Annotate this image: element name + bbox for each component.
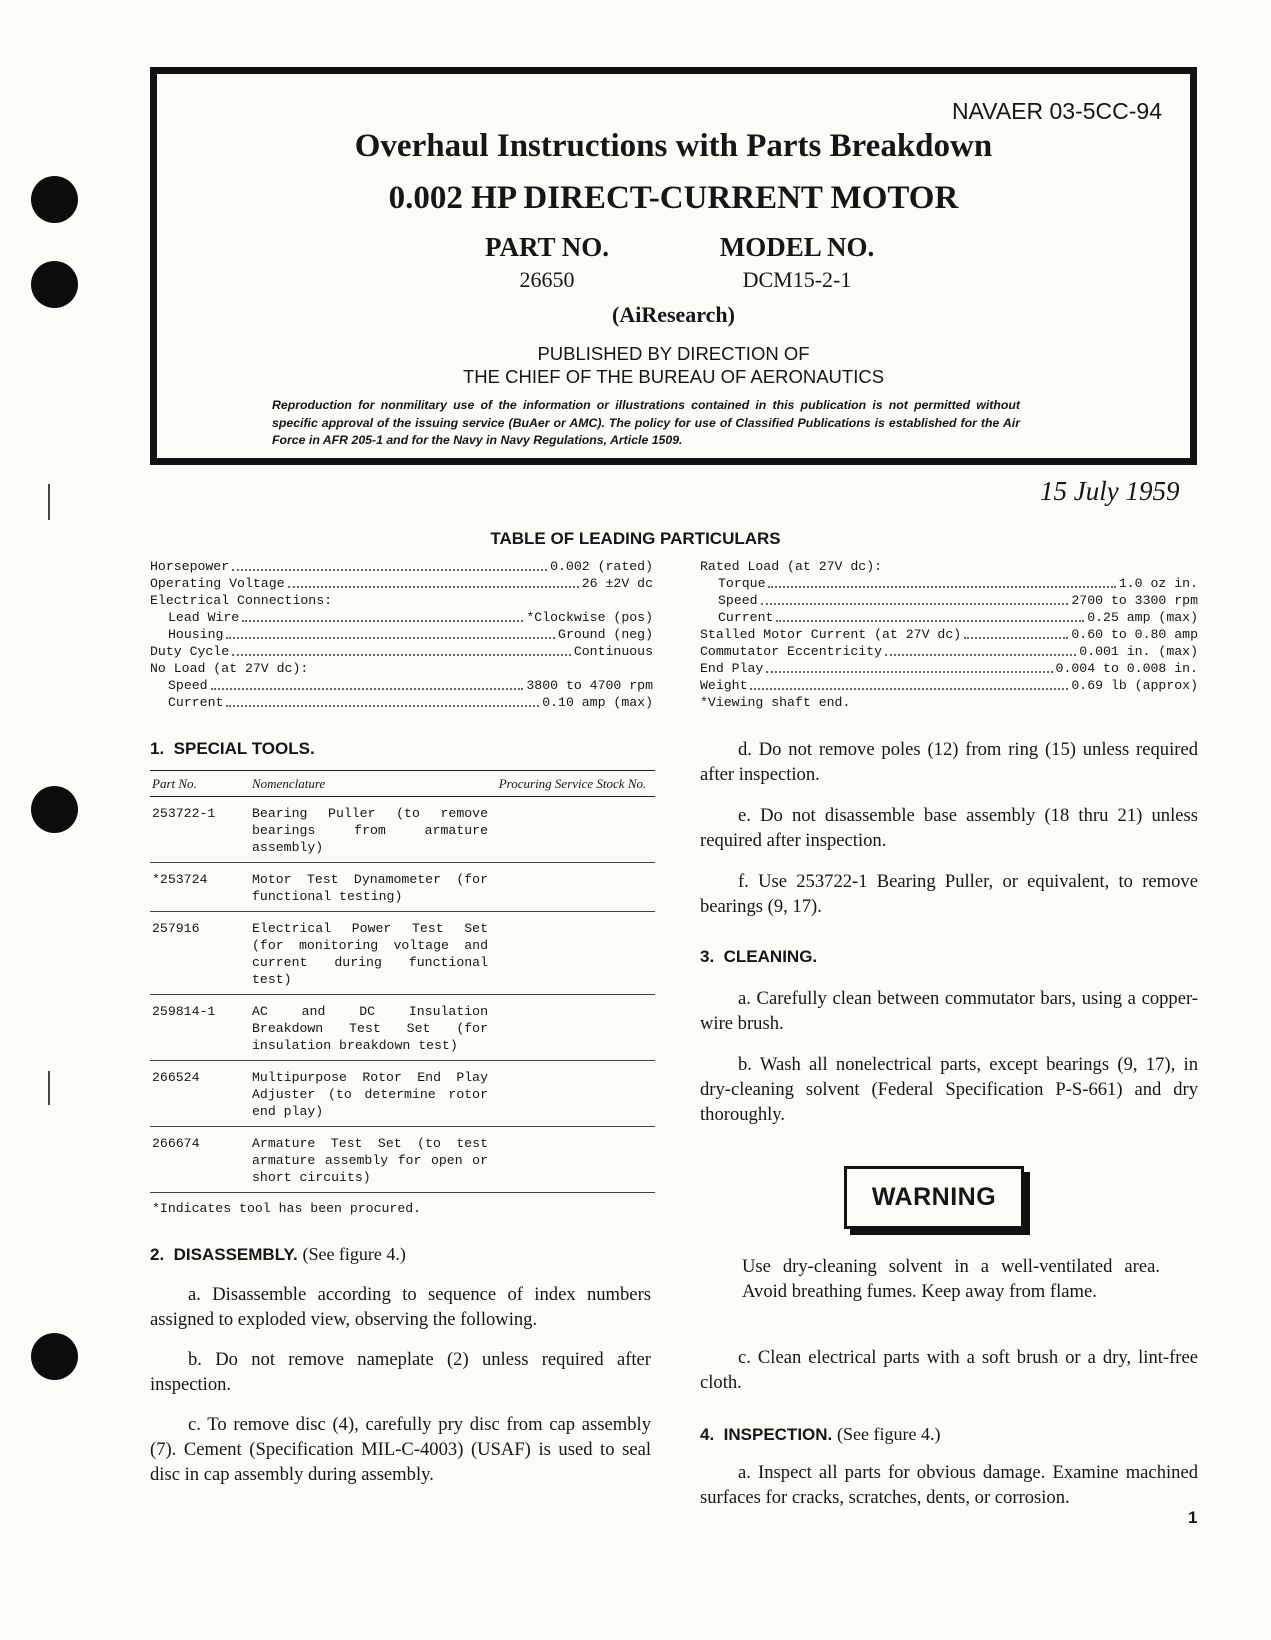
page-number: 1 xyxy=(1188,1508,1198,1527)
particular-label: Lead Wire xyxy=(168,610,240,625)
leader-dots xyxy=(232,558,547,571)
warning-text: Use dry-cleaning solvent in a well-ventilated area. Avoid breathing fumes. Keep away from flame. xyxy=(742,1256,1160,1302)
leader-dots xyxy=(288,575,579,588)
tool-stock-number xyxy=(490,797,655,863)
particular-row xyxy=(150,643,653,660)
part-no-value: 26650 xyxy=(519,267,575,292)
tool-stock-number xyxy=(490,995,655,1061)
particular-row xyxy=(700,643,1198,660)
tool-part-number: 259814-1 xyxy=(152,1004,216,1019)
warning-box: WARNING xyxy=(844,1166,1024,1229)
particular-value: 2700 to 3300 rpm xyxy=(1071,593,1198,608)
particulars-footnote: *Viewing shaft end. xyxy=(700,695,851,710)
particular-value: 26 ±2V dc xyxy=(581,576,653,591)
particular-row xyxy=(150,558,653,575)
particular-label: Torque xyxy=(718,576,766,591)
leading-particulars-title: TABLE OF LEADING PARTICULARS xyxy=(490,529,781,548)
particular-row xyxy=(700,677,1198,694)
particular-label: End Play xyxy=(700,661,764,676)
leading-particulars-left xyxy=(150,558,653,711)
particular-value: 0.004 to 0.008 in. xyxy=(1055,661,1198,676)
model-number-block xyxy=(697,232,897,293)
tool-nomenclature: Motor Test Dynamometer (for functional testing) xyxy=(252,872,488,904)
cleaning-b: b. Wash all nonelectrical parts, except bearings (9, 17), in dry-cleaning solvent (Federal Specification P-S-661) and dry thoroughly. xyxy=(700,1054,1198,1125)
published-line-2: THE CHIEF OF THE BUREAU OF AERONAUTICS xyxy=(462,366,885,387)
special-tools-table xyxy=(150,770,655,1193)
particular-row xyxy=(150,660,653,677)
model-no-value: DCM15-2-1 xyxy=(742,267,852,292)
leading-particulars-right xyxy=(700,558,1198,711)
particular-value: Ground (neg) xyxy=(558,627,653,642)
particular-label: No Load (at 27V dc): xyxy=(150,661,309,676)
disassembly-e: e. Do not disassemble base assembly (18 thru 21) unless required after inspection. xyxy=(700,805,1198,851)
tools-footnote: *Indicates tool has been procured. xyxy=(152,1201,422,1216)
cover-block xyxy=(150,67,1197,465)
particular-label: Speed xyxy=(718,593,758,608)
particular-row xyxy=(150,592,653,609)
particular-row xyxy=(150,626,653,643)
col-header-stock: Procuring Service Stock No. xyxy=(498,776,647,791)
section-inspection-heading: 4. INSPECTION. (See figure 4.) xyxy=(700,1424,941,1444)
disassembly-d: d. Do not remove poles (12) from ring (15) unless required after inspection. xyxy=(700,739,1198,785)
tool-stock-number xyxy=(490,1061,655,1127)
publication-authority xyxy=(157,342,1190,388)
leader-dots xyxy=(964,626,1068,639)
particular-row xyxy=(700,575,1198,592)
particular-row xyxy=(700,609,1198,626)
particular-row xyxy=(700,558,1198,575)
particular-value: 0.69 lb (approx) xyxy=(1071,678,1198,693)
section-disassembly-heading: 2. DISASSEMBLY. (See figure 4.) xyxy=(150,1244,406,1264)
disassembly-f: f. Use 253722-1 Bearing Puller, or equivalent, to remove bearings (9, 17). xyxy=(700,871,1198,917)
particular-row xyxy=(700,592,1198,609)
section-special-tools-heading: 1. SPECIAL TOOLS. xyxy=(150,739,315,758)
tool-part-number: *253724 xyxy=(152,872,208,887)
doc-title: Overhaul Instructions with Parts Breakdown xyxy=(354,128,993,164)
table-row xyxy=(150,995,655,1061)
particular-row xyxy=(700,626,1198,643)
part-number-block xyxy=(457,232,637,293)
particular-value: Continuous xyxy=(573,644,653,659)
particular-label: Stalled Motor Current (at 27V dc) xyxy=(700,627,962,642)
tool-stock-number xyxy=(490,863,655,912)
table-header-row xyxy=(150,771,655,797)
tool-nomenclature: Multipurpose Rotor End Play Adjuster (to determine rotor end play) xyxy=(252,1070,488,1119)
particular-label: Horsepower xyxy=(150,559,230,574)
leader-dots xyxy=(766,660,1052,673)
cleaning-a: a. Carefully clean between commutator bars, using a copper-wire brush. xyxy=(700,988,1198,1034)
leader-dots xyxy=(226,626,555,639)
table-row xyxy=(150,1127,655,1193)
manufacturer: (AiResearch) xyxy=(612,302,735,327)
particular-value: 1.0 oz in. xyxy=(1118,576,1198,591)
binder-hole-4 xyxy=(31,1333,78,1380)
tool-nomenclature: Bearing Puller (to remove bearings from armature assembly) xyxy=(252,806,488,855)
disassembly-c: c. To remove disc (4), carefully pry disc from cap assembly (7). Cement (Specification MIL-C-4003) (USAF) is used to seal disc in cap assembly during assembly. xyxy=(150,1414,651,1485)
leader-dots xyxy=(776,609,1084,622)
tool-part-number: 266674 xyxy=(152,1136,200,1151)
particular-value: 0.001 in. (max) xyxy=(1079,644,1198,659)
particular-value: 0.10 amp (max) xyxy=(542,695,653,710)
tool-nomenclature: Electrical Power Test Set (for monitoring voltage and current during functional test) xyxy=(252,921,488,987)
particular-label: Operating Voltage xyxy=(150,576,285,591)
tool-nomenclature: Armature Test Set (to test armature assembly for open or short circuits) xyxy=(252,1136,488,1185)
disassembly-a: a. Disassemble according to sequence of index numbers assigned to exploded view, observing the following. xyxy=(150,1284,651,1330)
leader-dots xyxy=(232,643,571,656)
particular-label: Duty Cycle xyxy=(150,644,230,659)
leader-dots xyxy=(885,643,1076,656)
particular-label: Speed xyxy=(168,678,208,693)
particular-label: Weight xyxy=(700,678,748,693)
tool-part-number: 266524 xyxy=(152,1070,200,1085)
leader-dots xyxy=(750,677,1068,690)
particular-label: Rated Load (at 27V dc): xyxy=(700,559,883,574)
table-row xyxy=(150,797,655,863)
leader-dots xyxy=(226,694,539,707)
binder-hole-1 xyxy=(31,176,78,223)
tool-nomenclature: AC and DC Insulation Breakdown Test Set (for insulation breakdown test) xyxy=(252,1004,488,1053)
doc-number: NAVAER 03-5CC-94 xyxy=(951,98,1162,124)
reproduction-notice: Reproduction for nonmilitary use of the information or illustrations contained in this publication is not permitted without specific approval of the issuing service (BuAer or AMC). The policy for use of Classified Publications is established for the Air Force in AFR 205-1 and for the Navy in Navy Regulations, Article 1509. xyxy=(272,398,1020,447)
disassembly-b: b. Do not remove nameplate (2) unless required after inspection. xyxy=(150,1349,651,1395)
particular-row xyxy=(150,694,653,711)
particular-label: Commutator Eccentricity xyxy=(700,644,883,659)
margin-mark xyxy=(48,1071,50,1105)
particular-row xyxy=(150,677,653,694)
doc-subtitle: 0.002 HP DIRECT-CURRENT MOTOR xyxy=(388,180,959,216)
table-row xyxy=(150,912,655,995)
table-row xyxy=(150,1061,655,1127)
tool-stock-number xyxy=(490,1127,655,1193)
particular-value: 0.60 to 0.80 amp xyxy=(1071,627,1198,642)
particular-value: *Clockwise (pos) xyxy=(526,610,653,625)
table-row xyxy=(150,863,655,912)
tool-stock-number xyxy=(490,912,655,995)
binder-hole-3 xyxy=(31,786,78,833)
particular-label: Current xyxy=(168,695,224,710)
part-no-label: PART NO. xyxy=(484,232,610,262)
particular-value: 0.25 amp (max) xyxy=(1087,610,1198,625)
tool-part-number: 253722-1 xyxy=(152,806,216,821)
particular-row xyxy=(150,609,653,626)
col-header-part: Part No. xyxy=(152,776,197,791)
particular-row xyxy=(150,575,653,592)
tool-part-number: 257916 xyxy=(152,921,200,936)
leader-dots xyxy=(768,575,1115,588)
leader-dots xyxy=(242,609,523,622)
publication-date: 15 July 1959 xyxy=(1040,476,1180,506)
binder-hole-2 xyxy=(31,261,78,308)
col-header-nomenclature: Nomenclature xyxy=(252,776,326,791)
particular-row xyxy=(700,660,1198,677)
particular-value: 0.002 (rated) xyxy=(550,559,653,574)
inspection-a: a. Inspect all parts for obvious damage. Examine machined surfaces for cracks, scratches, dents, or corrosion. xyxy=(700,1462,1198,1508)
particular-label: Housing xyxy=(168,627,224,642)
particular-value: 3800 to 4700 rpm xyxy=(526,678,653,693)
cleaning-c: c. Clean electrical parts with a soft brush or a dry, lint-free cloth. xyxy=(700,1347,1198,1393)
margin-mark xyxy=(48,484,50,520)
particular-label: Electrical Connections: xyxy=(150,593,333,608)
particular-label: Current xyxy=(718,610,774,625)
published-line-1: PUBLISHED BY DIRECTION OF xyxy=(537,343,810,364)
section-cleaning-heading: 3. CLEANING. xyxy=(700,947,818,966)
leader-dots xyxy=(761,592,1069,605)
leader-dots xyxy=(211,677,524,690)
model-no-label: MODEL NO. xyxy=(719,232,875,262)
